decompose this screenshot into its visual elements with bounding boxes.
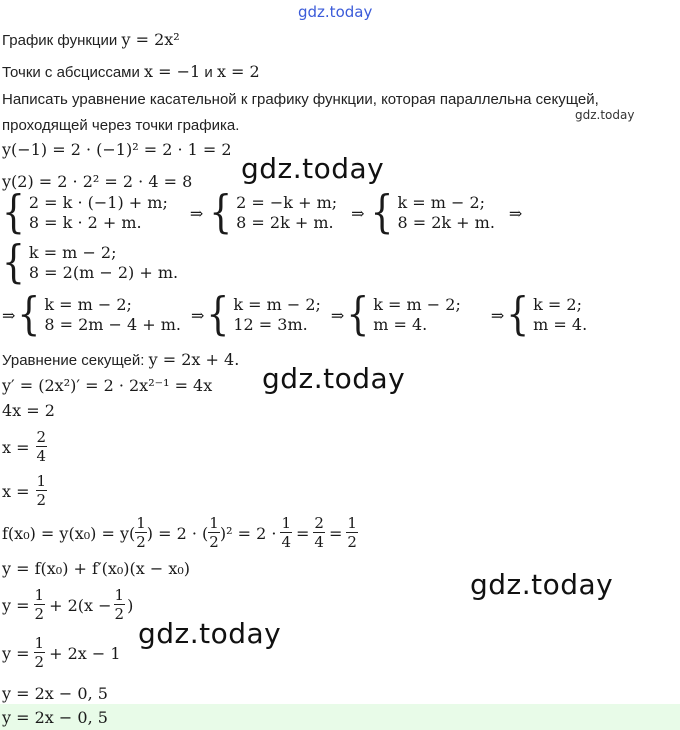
system: { 2 = k · (−1) + m; 8 = k · 2 + m. [2, 186, 168, 238]
watermark-top: gdz.today [298, 3, 373, 21]
intro-line-2: Точки с абсциссами x = −1 и x = 2 [2, 62, 260, 81]
implies-arrow: ⇒ [189, 203, 204, 223]
fraction: $\frac{1}{2}$ [34, 634, 45, 671]
system: { k = m − 2; m = 4. [346, 288, 461, 340]
tangent-result: y = 2x − 0, 5 [2, 684, 108, 703]
intro-line-1: График функции y = 2x² [2, 30, 180, 49]
task-text-2: проходящей через точки графика. [2, 117, 240, 134]
systems-row-3 [2, 288, 588, 340]
derivative-line: y′ = (2x²)′ = 2 · 2x²⁻¹ = 4x [2, 376, 213, 395]
task-text-1: Написать уравнение касательной к графику функции, которая параллельна секущей, [2, 91, 599, 108]
watermark-big: gdz.today [470, 568, 614, 601]
tangent-step-1: y = $\frac{1}{2}$ + 2(x − $\frac{1}{2}$ ) [2, 586, 134, 623]
system: { k = 2; m = 4. [506, 288, 588, 340]
fraction: $\frac{1}{2}$ [347, 514, 357, 551]
fraction: $\frac{1}{2}$ [136, 514, 146, 551]
implies-arrow: ⇒ [191, 305, 205, 325]
x-equals-1-2: x = $\frac{1}{2}$ [2, 472, 47, 509]
tangent-general: y = f(x₀) + f′(x₀)(x − x₀) [2, 559, 191, 578]
x-equals-2-4: x = $\frac{2}{4}$ [2, 428, 47, 465]
watermark-big: gdz.today [138, 617, 282, 650]
tangent-step-2: y = $\frac{1}{2}$ + 2x − 1 [2, 634, 121, 671]
implies-arrow: ⇒ [330, 305, 345, 325]
final-answer: y = 2x − 0, 5 [2, 708, 108, 727]
secant-equation: Уравнение секущей: y = 2x + 4. [2, 350, 240, 369]
equation-4x: 4x = 2 [2, 401, 55, 420]
fraction: $\frac{2}{4}$ [314, 514, 324, 551]
watermark-big: gdz.today [241, 152, 385, 185]
watermark-small: gdz.today [575, 108, 635, 122]
implies-arrow: ⇒ [508, 203, 523, 223]
fraction: $\frac{1}{2}$ [36, 472, 47, 509]
watermark-big: gdz.today [262, 362, 406, 395]
systems-row-1 [2, 186, 523, 238]
system: { k = m − 2; 8 = 2m − 4 + m. [17, 288, 182, 340]
fraction: $\frac{1}{4}$ [281, 514, 291, 551]
implies-arrow: ⇒ [351, 203, 365, 223]
fraction: $\frac{2}{4}$ [36, 428, 47, 465]
calc-y-2: y(2) = 2 · 2² = 2 · 4 = 8 [2, 172, 193, 191]
f-x0-line: f(x₀) = y(x₀) = y( $\frac{1}{2}$ ) = 2 · ( $\frac{1}{2}$ )² = 2 · $\frac{1}{4}$ = $\frac{2}{4}$ = $\frac{1}{2}$ [2, 514, 357, 551]
system: { 2 = −k + m; 8 = 2k + m. [209, 186, 338, 238]
fraction: $\frac{1}{2}$ [209, 514, 219, 551]
implies-arrow: ⇒ [2, 305, 16, 325]
system: { k = m − 2; 8 = 2(m − 2) + m. [2, 236, 179, 288]
fraction: $\frac{1}{2}$ [114, 586, 125, 623]
system: { k = m − 2; 8 = 2k + m. [370, 186, 495, 238]
system: { k = m − 2; 12 = 3m. [206, 288, 321, 340]
calc-y-minus1: y(−1) = 2 · (−1)² = 2 · 1 = 2 [2, 140, 232, 159]
fraction: $\frac{1}{2}$ [34, 586, 45, 623]
systems-row-2 [2, 236, 179, 288]
implies-arrow: ⇒ [490, 305, 505, 325]
